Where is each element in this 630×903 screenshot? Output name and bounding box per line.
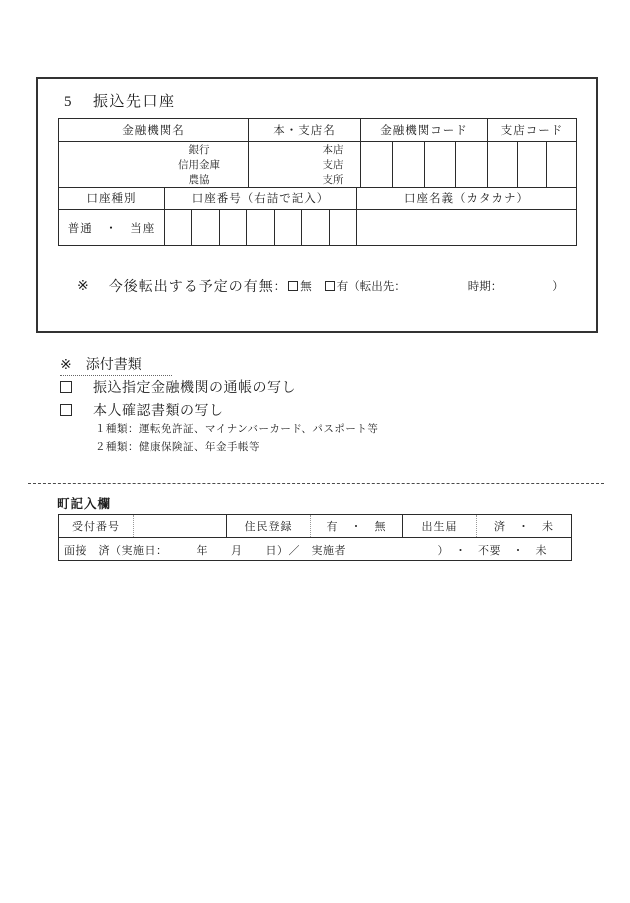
account-number-cell xyxy=(165,210,191,245)
checkbox-yes-icon xyxy=(325,281,335,291)
dashed-separator xyxy=(28,483,604,484)
bank-table-entry-row xyxy=(59,141,576,187)
relocation-note-lead: 今後転出する予定の有無 xyxy=(108,280,274,295)
attachment-item-label: 振込指定金融機関の通帳の写し xyxy=(93,381,296,396)
relocation-period-label: 時期： xyxy=(467,281,503,293)
bank-account-table xyxy=(58,118,577,246)
office-use-title: 町記入欄 xyxy=(57,497,112,511)
account-header-row xyxy=(59,187,576,209)
branch-code-cells xyxy=(487,142,576,187)
account-number-cell xyxy=(191,210,218,245)
resident-registration-label: 住民登録 xyxy=(227,515,311,537)
identity-note-type1: １種類：運転免許証、マイナンバーカード、パスポート等 xyxy=(95,424,379,435)
section-number: 5 xyxy=(64,94,73,110)
birth-report-label: 出生届 xyxy=(403,515,477,537)
interview-left-text: 面接 済（実施日： 年 月 日）／ 実施者 xyxy=(64,545,346,557)
attachment-item-label: 本人確認書類の写し xyxy=(93,404,224,419)
header-account-number: 口座番号（右詰で記入） xyxy=(164,188,356,209)
institution-code-cell xyxy=(424,142,456,187)
institution-code-cell xyxy=(455,142,487,187)
institution-code-cell xyxy=(392,142,424,187)
account-type-options: 普通 ・ 当座 xyxy=(67,223,156,235)
interview-right-text: ） ・ 不要 ・ 未 xyxy=(437,545,547,557)
account-name-cell xyxy=(356,210,576,245)
branch-type-honten: 本店 xyxy=(322,145,344,156)
branch-code-cell xyxy=(488,142,517,187)
account-number-cells xyxy=(164,210,356,245)
section-title-text: 振込先口座 xyxy=(93,94,176,110)
header-account-type: 口座種別 xyxy=(86,193,137,205)
institution-code-cell xyxy=(361,142,392,187)
branch-type-shiten: 支店 xyxy=(322,160,344,171)
account-number-cell xyxy=(301,210,328,245)
resident-registration-value: 有 ・ 無 xyxy=(311,515,403,537)
attachment-item-passbook xyxy=(60,377,296,397)
attachments-title xyxy=(60,354,172,376)
birth-report-value: 済 ・ 未 xyxy=(494,521,554,533)
attachment-item-identity xyxy=(60,400,224,420)
asterisk-mark: ※ xyxy=(60,358,72,373)
account-number-cell xyxy=(246,210,273,245)
header-branch-code: 支店コード xyxy=(487,119,576,141)
relocation-note-colon: ： xyxy=(273,281,286,293)
office-use-row1 xyxy=(59,515,571,537)
section-title xyxy=(64,90,176,111)
account-entry-row xyxy=(59,209,576,245)
branch-name-cell xyxy=(248,142,360,187)
header-institution-name: 金融機関名 xyxy=(122,125,185,137)
institution-name-cell xyxy=(59,142,248,187)
reception-number-value xyxy=(134,515,227,537)
header-institution-code: 金融機関コード xyxy=(360,119,487,141)
institution-type-shinkin: 信用金庫 xyxy=(178,160,220,171)
branch-code-cell xyxy=(546,142,576,187)
header-account-name: 口座名義（カタカナ） xyxy=(356,188,576,209)
institution-code-cells xyxy=(360,142,487,187)
institution-type-bank: 銀行 xyxy=(188,145,210,156)
relocation-option-yes: 有（転出先： xyxy=(336,281,406,293)
asterisk-mark: ※ xyxy=(77,278,89,294)
header-branch-name: 本・支店名 xyxy=(248,119,360,141)
identity-note-type2: ２種類：健康保険証、年金手帳等 xyxy=(95,442,260,453)
checkbox-passbook-icon xyxy=(60,381,72,393)
checkbox-no-icon xyxy=(288,281,298,291)
account-number-cell xyxy=(219,210,246,245)
account-number-cell xyxy=(274,210,301,245)
reception-number-label: 受付番号 xyxy=(59,515,134,537)
office-use-table xyxy=(58,514,572,561)
relocation-note xyxy=(77,276,564,296)
attachments-title-text: 添付書類 xyxy=(85,358,142,373)
bank-table-header-row xyxy=(59,119,576,141)
transfer-section-box xyxy=(36,77,598,333)
office-use-row2 xyxy=(59,537,571,560)
checkbox-identity-icon xyxy=(60,404,72,416)
account-number-cell xyxy=(329,210,356,245)
relocation-closing-paren: ） xyxy=(552,281,564,293)
branch-code-cell xyxy=(517,142,547,187)
relocation-option-no: 無 xyxy=(300,281,312,293)
branch-type-shisho: 支所 xyxy=(322,175,344,186)
institution-type-nokyo: 農協 xyxy=(188,175,210,186)
